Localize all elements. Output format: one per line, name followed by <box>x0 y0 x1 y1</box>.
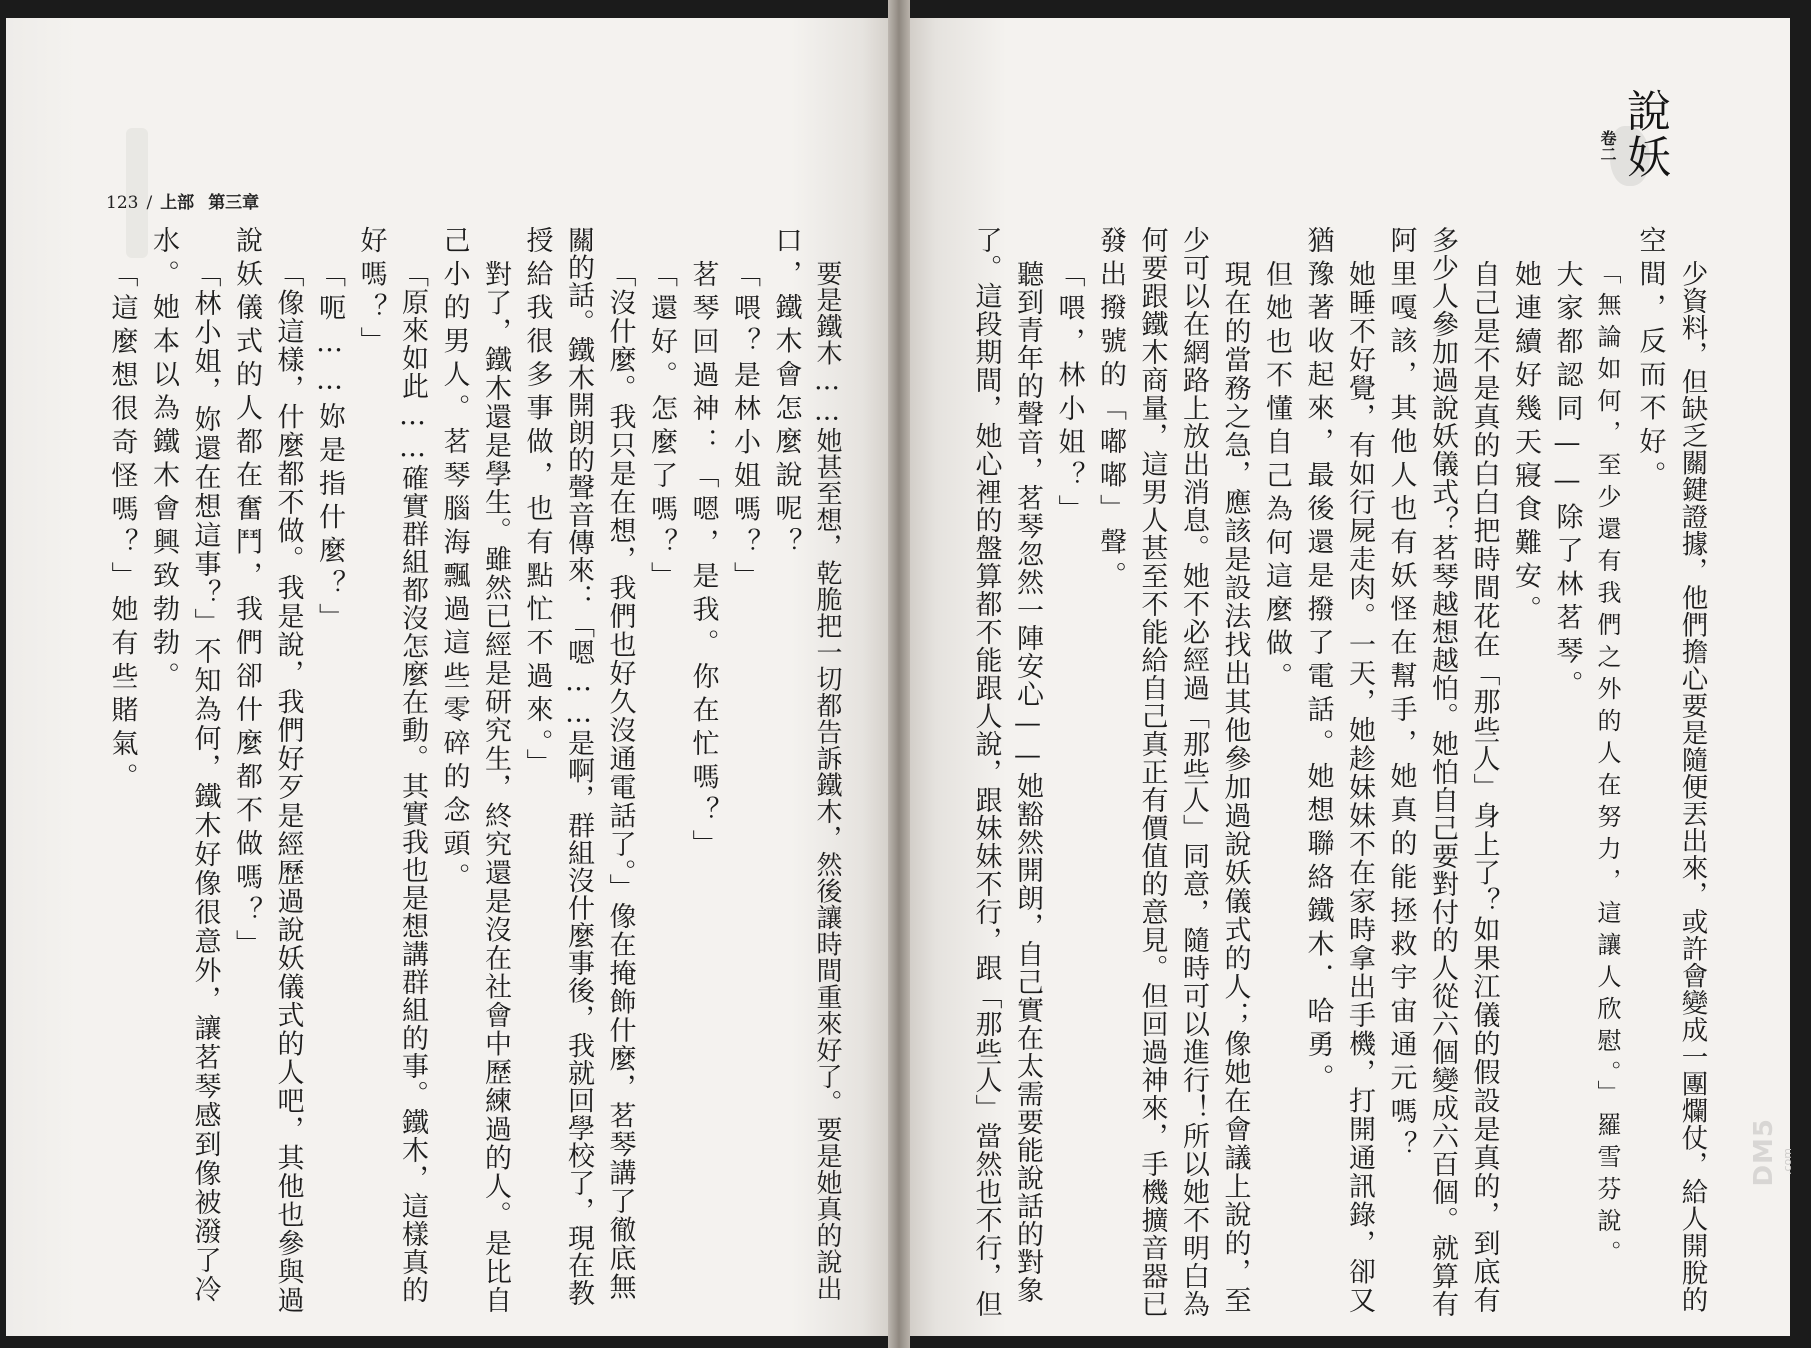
left-column-3: 「喂？是林小姐嗎？」 <box>729 260 760 595</box>
right-column-14: 何要跟鐵木商量，這男人甚至不能給自己真正有價值的意見。但回過神來，手機擴音器已 <box>1136 226 1168 1318</box>
right-column-10: 猶豫著收起來，最後還是撥了電話。她想聯絡鐵木．哈勇。 <box>1302 226 1334 1097</box>
running-head-separator: / <box>146 193 153 213</box>
running-head <box>106 188 259 213</box>
right-column-1: 少資料，但缺乏關鍵證據，他們擔心要是隨便丟出來，或許會變成一團爛仗，給人開脫的 <box>1676 260 1708 1313</box>
book-title: 說妖 <box>1619 88 1670 180</box>
right-column-15: 發出撥號的「嘟嘟」聲。 <box>1095 226 1126 595</box>
left-page <box>6 18 898 1336</box>
right-column-18: 了。這段期間，她心裡的盤算都不能跟人說，跟妹妹不行，跟「那些人」當然也不行，但 <box>970 226 1002 1318</box>
right-column-7: 多少人參加過說妖儀式？茗琴越想越怕。她怕自己要對付的人從六個變成六百個。就算有 <box>1427 226 1458 1318</box>
right-column-17: 聽到青年的聲音，茗琴忽然一陣安心——她豁然開朗，自己實在太需要能說話的對象 <box>1012 260 1043 1304</box>
left-column-12: 好嗎？」 <box>355 226 387 360</box>
part-label: 上部 <box>160 193 195 213</box>
left-column-4: 茗琴回過神：「嗯，是我。你在忙嗎？」 <box>687 260 719 863</box>
left-column-13: 「呃……妳是指什麼？」 <box>314 260 345 637</box>
left-column-10: 己小的男人。茗琴腦海飄過這些零碎的念頭。 <box>438 226 470 896</box>
left-column-15: 說妖儀式的人都在奮鬥，我們卻什麼都不做嗎？」 <box>231 226 262 963</box>
watermark-domain: .com <box>1781 1148 1794 1175</box>
left-column-9: 對了，鐵木還是學生。雖然已經是研究生，終究還是沒在社會中歷練過的人。是比自 <box>480 260 511 1315</box>
right-column-8: 阿里嘎該，其他人也有妖怪在幫手，她真的能拯救宇宙通元嗎？ <box>1385 226 1417 1164</box>
left-column-14: 「像這樣，什麼都不做。我是說，我們好歹是經歷過說妖儀式的人吧，其他也參與過 <box>272 260 304 1315</box>
left-column-18: 「這麼想很奇怪嗎？」她有些賭氣。 <box>106 260 138 796</box>
right-column-12: 現在的當務之急，應該是設法找出其他參加過說妖儀式的人；像她在會議上說的，至 <box>1219 260 1251 1315</box>
left-column-7: 關的話。鐵木開朗的聲音傳來：「嗯……是啊，群組沒什麼事後，我就回學校了，現在教 <box>563 226 594 1307</box>
left-column-8: 授給我很多事做，也有點忙不過來。」 <box>521 226 553 782</box>
page-number: 123 <box>106 193 139 213</box>
right-column-11: 但她也不懂自己為何這麼做。 <box>1261 260 1292 696</box>
right-column-9: 她睡不好覺，有如行屍走肉。一天，她趁妹妹不在家時拿出手機，打開通訊錄，卻又 <box>1344 260 1375 1315</box>
left-column-5: 「還好。怎麼了嗎？」 <box>646 260 677 595</box>
right-column-16: 「喂，林小姐？」 <box>1053 260 1085 528</box>
left-column-17: 水。她本以為鐵木會興致勃勃。 <box>148 226 179 695</box>
right-column-13: 少可以在網路上放出消息。她不必經過「那些人」同意，隨時可以進行！所以她不明白為 <box>1178 226 1209 1318</box>
left-column-11: 「原來如此……確實群組都沒怎麼在動。其實我也是想講群組的事。鐵木，這樣真的 <box>397 260 428 1304</box>
left-column-16: 「林小姐，妳還在想這事？」不知為何，鐵木好像很意外，讓茗琴感到像被潑了冷 <box>189 260 221 1304</box>
volume-label: 卷二 <box>1598 130 1617 162</box>
book-gutter <box>888 0 910 1348</box>
left-column-2: 口，鐵木會怎麼說呢？ <box>770 226 802 561</box>
site-watermark <box>1737 1108 1797 1308</box>
watermark-text: DM5 <box>1749 1118 1779 1187</box>
right-column-4: 大家都認同——除了林茗琴。 <box>1551 260 1583 704</box>
right-column-2: 空間，反而不好。 <box>1634 226 1666 494</box>
left-column-1: 要是鐵木……她甚至想，乾脆把一切都告訴鐵木，然後讓時間重來好了。要是她真的說出 <box>812 260 842 1302</box>
left-column-6: 「沒什麼。我只是在想，我們也好久沒通電話了。」像在掩飾什麼，茗琴講了徹底無 <box>604 260 636 1301</box>
right-column-5: 她連續好幾天寢食難安。 <box>1510 260 1541 629</box>
right-column-6: 自己是不是真的白白把時間花在「那些人」身上了？如果江儀的假設是真的，到底有 <box>1468 260 1500 1315</box>
chapter-label: 第三章 <box>208 193 260 213</box>
book-title-block <box>1578 88 1688 228</box>
right-column-3: 「無論如何，至少還有我們之外的人在努力，這讓人欣慰。」羅雪芬說。 <box>1593 260 1621 1272</box>
